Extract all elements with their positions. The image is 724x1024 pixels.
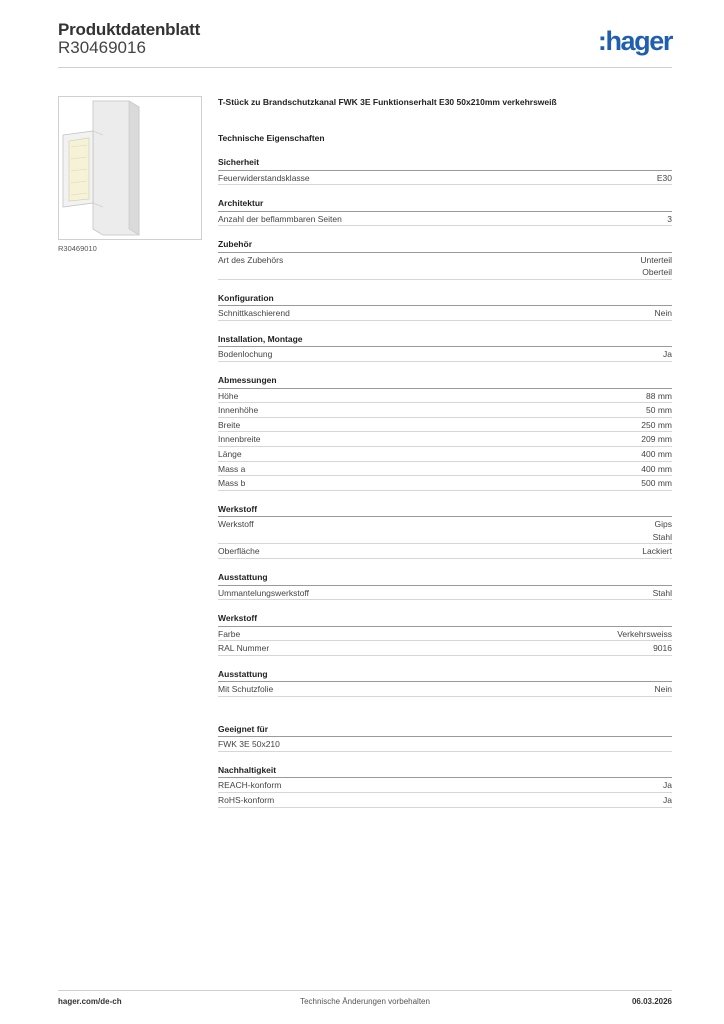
spec-value-line: 209 mm: [641, 434, 672, 445]
spec-row: [218, 212, 672, 227]
section-heading: Installation, Montage: [218, 334, 672, 348]
spec-row: [218, 418, 672, 433]
spec-value-line: 88 mm: [646, 390, 672, 401]
spec-value: [653, 518, 672, 543]
spec-value-line: 500 mm: [641, 478, 672, 489]
spec-section: [218, 724, 672, 752]
tech-properties-heading: Technische Eigenschaften: [218, 133, 325, 143]
spec-section: [218, 157, 672, 185]
spec-value-line: Stahl: [652, 587, 672, 598]
footer-divider: [58, 990, 672, 991]
spec-row: [218, 476, 672, 491]
spec-row: [218, 432, 672, 447]
spec-row: [218, 171, 672, 186]
spec-label: Art des Zubehörs: [218, 254, 284, 265]
spec-value: [657, 172, 672, 185]
spec-row: [218, 544, 672, 559]
section-heading: Architektur: [218, 198, 672, 212]
spec-value: [667, 213, 672, 226]
spec-section: [218, 765, 672, 808]
document-number: R30469016: [58, 38, 146, 57]
spec-value-line: Nein: [654, 684, 672, 695]
spec-value-line: Unterteil: [640, 254, 672, 265]
spec-row: [218, 641, 672, 656]
spec-label: RAL Nummer: [218, 643, 270, 654]
spec-section: [218, 239, 672, 280]
spec-label: Innenbreite: [218, 434, 261, 445]
product-title: T-Stück zu Brandschutzkanal FWK 3E Funktionserhalt E30 50x210mm verkehrsweiß: [218, 97, 557, 107]
spec-row: [218, 682, 672, 697]
spec-value: [640, 254, 672, 279]
spec-label: FWK 3E 50x210: [218, 739, 280, 750]
spec-value-line: E30: [656, 172, 672, 183]
spec-value-line: 400 mm: [641, 448, 672, 459]
spec-section: [218, 613, 672, 656]
spec-value: [663, 779, 672, 792]
section-heading: Werkstoff: [218, 504, 672, 518]
spec-value-line: Lackiert: [642, 546, 672, 557]
spec-row: [218, 627, 672, 642]
spec-value-line: Oberteil: [642, 267, 672, 278]
spec-row: [218, 586, 672, 601]
spec-label: Mass b: [218, 478, 246, 489]
spec-label: Feuerwiderstandsklasse: [218, 172, 310, 183]
spec-value: [641, 448, 672, 461]
section-heading: Werkstoff: [218, 613, 672, 627]
spec-value-line: 250 mm: [641, 419, 672, 430]
spec-row: [218, 403, 672, 418]
spec-value: [646, 404, 672, 417]
spec-value-line: Gips: [654, 519, 672, 530]
spec-value: [653, 642, 672, 655]
spec-row: [218, 447, 672, 462]
spec-row: [218, 517, 672, 544]
spec-row: [218, 347, 672, 362]
footer-date: 06.03.2026: [631, 997, 672, 1006]
footer-notice: Technische Änderungen vorbehalten: [300, 997, 430, 1006]
spec-row: [218, 737, 672, 752]
spec-section: [218, 572, 672, 600]
spec-section: [218, 293, 672, 321]
spec-row: [218, 462, 672, 477]
spec-label: Innenhöhe: [218, 405, 259, 416]
footer-website-link[interactable]: hager.com/de-ch: [58, 997, 122, 1006]
spec-label: REACH-konform: [218, 780, 282, 791]
product-image: [58, 96, 202, 240]
spec-label: Mit Schutzfolie: [218, 684, 274, 695]
spec-value-line: Ja: [663, 349, 672, 360]
spec-value: [642, 545, 672, 558]
section-heading: Zubehör: [218, 239, 672, 253]
spec-label: Mass a: [218, 463, 246, 474]
section-heading: Konfiguration: [218, 293, 672, 307]
spec-row: [218, 306, 672, 321]
product-details: [218, 96, 672, 808]
spec-value-line: 50 mm: [646, 405, 672, 416]
spec-label: Breite: [218, 419, 241, 430]
spec-value: [641, 463, 672, 476]
spec-sections: [218, 157, 672, 808]
spec-label: Oberfläche: [218, 546, 260, 557]
spec-row: [218, 253, 672, 280]
spec-value: [641, 433, 672, 446]
spec-label: Farbe: [218, 628, 241, 639]
image-caption: R30469010: [58, 244, 97, 253]
header-divider: [58, 67, 672, 68]
spec-value: [641, 419, 672, 432]
spec-row: [218, 778, 672, 793]
page-title: Produktdatenblatt: [58, 20, 201, 39]
spec-label: Werkstoff: [218, 519, 254, 530]
spec-value-line: 3: [667, 213, 672, 224]
spec-section: [218, 375, 672, 491]
spec-section: [218, 669, 672, 697]
spec-value: [641, 477, 672, 490]
spec-label: Ummantelungswerkstoff: [218, 587, 310, 598]
spec-label: RoHS-konform: [218, 795, 275, 806]
spec-value-line: Ja: [663, 795, 672, 806]
spec-value: [655, 307, 672, 320]
spec-label: Länge: [218, 448, 242, 459]
section-heading: Geeignet für: [218, 724, 672, 738]
spec-value-line: Nein: [654, 308, 672, 319]
section-heading: Ausstattung: [218, 669, 672, 683]
spec-value-line: Stahl: [652, 531, 672, 542]
spec-value: [663, 794, 672, 807]
spec-label: Höhe: [218, 390, 239, 401]
spec-value: [653, 587, 672, 600]
spec-section: [218, 504, 672, 559]
spec-row: [218, 389, 672, 404]
section-heading: Sicherheit: [218, 157, 672, 171]
spec-row: [218, 793, 672, 808]
spec-label: Anzahl der beflammbaren Seiten: [218, 213, 342, 224]
section-heading: Nachhaltigkeit: [218, 765, 672, 779]
section-heading: Ausstattung: [218, 572, 672, 586]
spec-section: [218, 198, 672, 226]
spec-value: [655, 683, 672, 696]
t-piece-illustration: [59, 97, 201, 239]
spec-value-line: Verkehrsweiss: [617, 628, 672, 639]
spec-value: [663, 348, 672, 361]
spec-section: [218, 334, 672, 362]
spec-value-line: 400 mm: [641, 463, 672, 474]
spec-label: Schnittkaschierend: [218, 308, 290, 319]
hager-logo: :hager: [597, 26, 672, 56]
spec-value-line: Ja: [663, 780, 672, 791]
section-heading: Abmessungen: [218, 375, 672, 389]
spec-label: Bodenlochung: [218, 349, 273, 360]
spec-value: [617, 628, 672, 641]
spec-value: [646, 390, 672, 403]
spec-value-line: 9016: [653, 643, 672, 654]
